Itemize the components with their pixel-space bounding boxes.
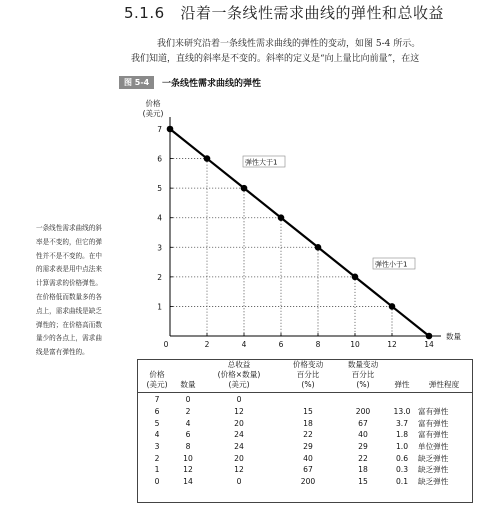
sidenote-line: 一条线性需求曲线的斜 [36, 224, 102, 232]
figure-title: 一条线性需求曲线的弹性 [162, 79, 262, 89]
header-elasticity-degree: 弹性程度 [428, 380, 460, 389]
cell-elasticity: 1.8 [395, 430, 409, 440]
data-point [389, 303, 396, 310]
cell-price-change [278, 393, 338, 406]
table-row [138, 417, 472, 429]
data-point [315, 244, 322, 251]
cell-elasticity-degree: 缺乏弹性 [418, 465, 449, 475]
table-row [138, 429, 472, 441]
intro-line-1: 我们来研究沿着一条线性需求曲线的弹性的变动，如图 5-4 所示。 [157, 39, 421, 49]
sidenote-line: 点上，需求曲线是缺乏 [36, 306, 102, 315]
cell-elasticity-degree: 富有弹性 [418, 430, 449, 440]
cell-price: 2 [154, 453, 160, 463]
cell-quantity-change: 29 [358, 442, 368, 452]
cell-elasticity-degree: 缺乏弹性 [418, 477, 449, 487]
data-point [241, 185, 248, 192]
table-row [138, 476, 472, 488]
x-tick-label: 8 [315, 340, 321, 349]
cell-total-revenue: 0 [236, 477, 242, 487]
cell-price: 3 [154, 442, 160, 452]
y-tick-label: 7 [157, 125, 162, 134]
x-tick-label: 10 [350, 340, 360, 349]
cell-quantity-change: 15 [358, 477, 368, 487]
x-tick-label: 4 [241, 340, 247, 349]
y-axis-label: 价格(美元) [142, 99, 164, 118]
section-heading: 沿着一条线性需求曲线的弹性和总收益 [180, 4, 444, 22]
intro-line-2: 我们知道，直线的斜率是不变的。斜率的定义是“向上量比向前量”，在这 [131, 54, 420, 64]
section-number: 5.1.6 [124, 4, 165, 22]
x-tick-label: 2 [204, 340, 210, 349]
sidenote-line: 的需求表是用中点法来 [36, 265, 102, 274]
cell-elasticity: 0.6 [395, 453, 409, 463]
chart-axes [170, 117, 441, 336]
cell-quantity: 10 [183, 453, 193, 463]
cell-price-change: 18 [303, 418, 313, 428]
sidenote-line: 量少的各点上，需求曲 [36, 334, 102, 343]
data-point [352, 274, 359, 281]
cell-elasticity: 0.1 [395, 477, 409, 487]
cell-elasticity-degree: 富有弹性 [418, 407, 449, 417]
table-row [138, 393, 472, 406]
y-tick-label: 5 [157, 184, 162, 194]
cell-elasticity-degree: 缺乏弹性 [418, 453, 449, 463]
table-header-row [138, 360, 472, 393]
x-tick-label: 14 [424, 340, 434, 349]
data-point [278, 214, 285, 221]
cell-quantity-change: 67 [358, 418, 368, 428]
x-tick-label: 6 [278, 340, 284, 349]
cell-elasticity: 1.0 [395, 442, 409, 452]
header-total-revenue: 总收益 (价格×数量) (美元) [217, 360, 261, 389]
y-tick-label: 3 [157, 243, 162, 253]
cell-price-change: 15 [303, 407, 313, 417]
header-quantity-change: 数量变动 百分比 (%) [347, 360, 379, 389]
sidenote-line: 在价格低而数量多的各 [36, 292, 102, 301]
table-row [138, 452, 472, 464]
cell-total-revenue: 24 [234, 430, 244, 440]
data-point [167, 126, 174, 133]
cell-quantity: 0 [176, 393, 200, 406]
cell-total-revenue: 12 [234, 407, 244, 417]
sidenote-line: 性并不是不变的。在中 [36, 251, 102, 260]
cell-elasticity-degree: 富有弹性 [418, 418, 449, 428]
sidenote-line: 率是不变的，但它的弹 [36, 237, 102, 246]
cell-elasticity-degree [416, 393, 472, 406]
data-point [204, 155, 211, 162]
chart-grid [170, 159, 392, 336]
cell-quantity: 8 [185, 442, 191, 452]
elasticity-annotation: 弹性小于1 [375, 260, 408, 269]
cell-price: 6 [154, 407, 160, 417]
y-tick-label: 6 [157, 154, 162, 164]
cell-price: 0 [154, 477, 160, 487]
cell-elasticity: 0.3 [395, 465, 409, 475]
cell-quantity: 14 [183, 477, 193, 487]
cell-price-change: 67 [303, 465, 313, 475]
header-elasticity: 弹性 [394, 380, 410, 389]
x-axis-label: 数量 [446, 332, 461, 341]
cell-quantity: 12 [183, 465, 193, 475]
cell-quantity-change: 40 [358, 430, 368, 440]
y-tick-label: 2 [157, 272, 162, 282]
cell-quantity-change [338, 393, 388, 406]
cell-quantity-change: 22 [358, 453, 368, 463]
cell-quantity-change: 200 [355, 407, 371, 417]
header-price: 价格 (美元) [146, 370, 168, 389]
y-tick-label: 1 [157, 302, 162, 312]
cell-quantity: 6 [185, 430, 191, 440]
sidenote-line: 计算需求的价格弹性。 [36, 279, 102, 288]
cell-price-change: 200 [300, 477, 316, 487]
cell-elasticity: 3.7 [395, 418, 409, 428]
figure-badge: 图 5-4 [119, 76, 154, 89]
sidenote-line: 弹性的；在价格高而数 [36, 320, 102, 329]
cell-quantity-change: 18 [358, 465, 368, 475]
cell-price-change: 29 [303, 442, 313, 452]
x-tick-label: 12 [387, 340, 397, 349]
cell-price-change: 40 [303, 453, 313, 463]
table-row [138, 406, 472, 418]
elasticity-table [137, 359, 473, 503]
chart-curve [167, 126, 433, 340]
x-tick-label: 0 [163, 340, 169, 349]
elasticity-annotation: 弹性大于1 [245, 158, 278, 167]
chart-ticks [157, 125, 434, 349]
chart-labels [143, 98, 462, 341]
table-row [138, 464, 472, 476]
header-price-change: 价格变动 百分比 (%) [292, 360, 324, 389]
cell-total-revenue: 20 [234, 453, 244, 463]
cell-price: 1 [154, 465, 160, 475]
cell-total-revenue: 24 [234, 442, 244, 452]
y-tick-label: 4 [157, 213, 162, 223]
table-row [138, 441, 472, 453]
data-point [426, 333, 433, 340]
cell-total-revenue: 20 [234, 418, 244, 428]
cell-elasticity: 13.0 [393, 407, 411, 417]
cell-price-change: 22 [303, 430, 313, 440]
cell-total-revenue: 0 [200, 393, 278, 406]
cell-quantity: 4 [185, 418, 191, 428]
cell-elasticity [388, 393, 416, 406]
cell-quantity: 2 [185, 407, 191, 417]
cell-price: 4 [154, 430, 160, 440]
cell-price: 5 [154, 418, 160, 428]
cell-elasticity-degree: 单位弹性 [418, 442, 449, 452]
sidenote-line: 线是富有弹性的。 [36, 348, 89, 357]
cell-total-revenue: 12 [234, 465, 244, 475]
header-quantity: 数量 [180, 380, 196, 389]
cell-price: 7 [138, 393, 176, 406]
